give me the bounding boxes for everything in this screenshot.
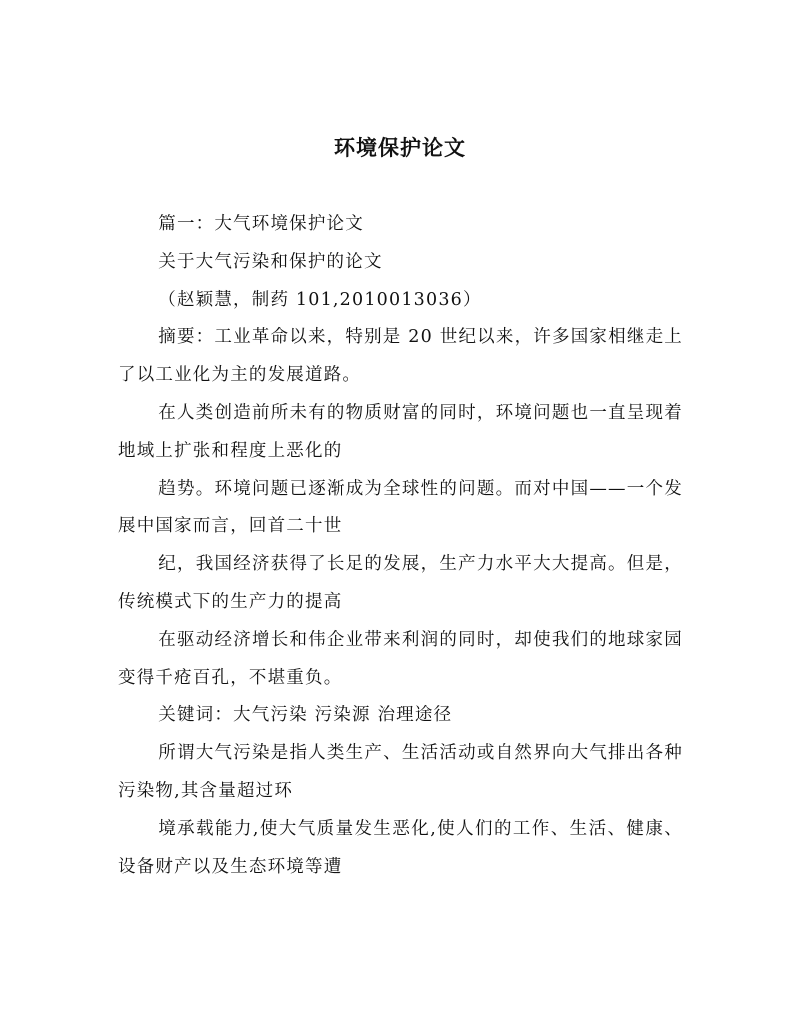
paragraph-abstract: 摘要：工业革命以来，特别是 20 世纪以来，许多国家相继走上了以工业化为主的发展道路。 — [118, 327, 683, 386]
paragraph-author: （赵颖慧，制药 101,2010013036） — [158, 289, 482, 310]
paragraph-body: 纪，我国经济获得了长足的发展，生产力水平大大提高。但是，传统模式下的生产力的提高 — [118, 554, 683, 612]
document-body — [118, 206, 683, 886]
paragraph-section-heading: 篇一：大气环境保护论文 — [158, 214, 364, 234]
document-title: 环境保护论文 — [334, 136, 466, 160]
paragraph-body: 在人类创造前所未有的物质财富的同时，环境问题也一直呈现着地域上扩张和程度上恶化的 — [118, 402, 683, 461]
paragraph-body: 境承载能力,使大气质量发生恶化,使人们的工作、生活、健康、设备财产以及生态环境等遭 — [118, 818, 683, 877]
paragraph-keywords: 关键词：大气污染 污染源 治理途径 — [158, 705, 453, 726]
paragraph-subtitle: 关于大气污染和保护的论文 — [158, 251, 383, 272]
paragraph-body: 所谓大气污染是指人类生产、生活活动或自然界向大气排出各种污染物,其含量超过环 — [118, 743, 683, 801]
paragraph-body: 在驱动经济增长和伟企业带来利润的同时，却使我们的地球家园变得千疮百孔，不堪重负。 — [118, 629, 683, 688]
paragraph-body: 趋势。环境问题已逐渐成为全球性的问题。而对中国——一个发展中国家而言，回首二十世 — [118, 478, 683, 537]
